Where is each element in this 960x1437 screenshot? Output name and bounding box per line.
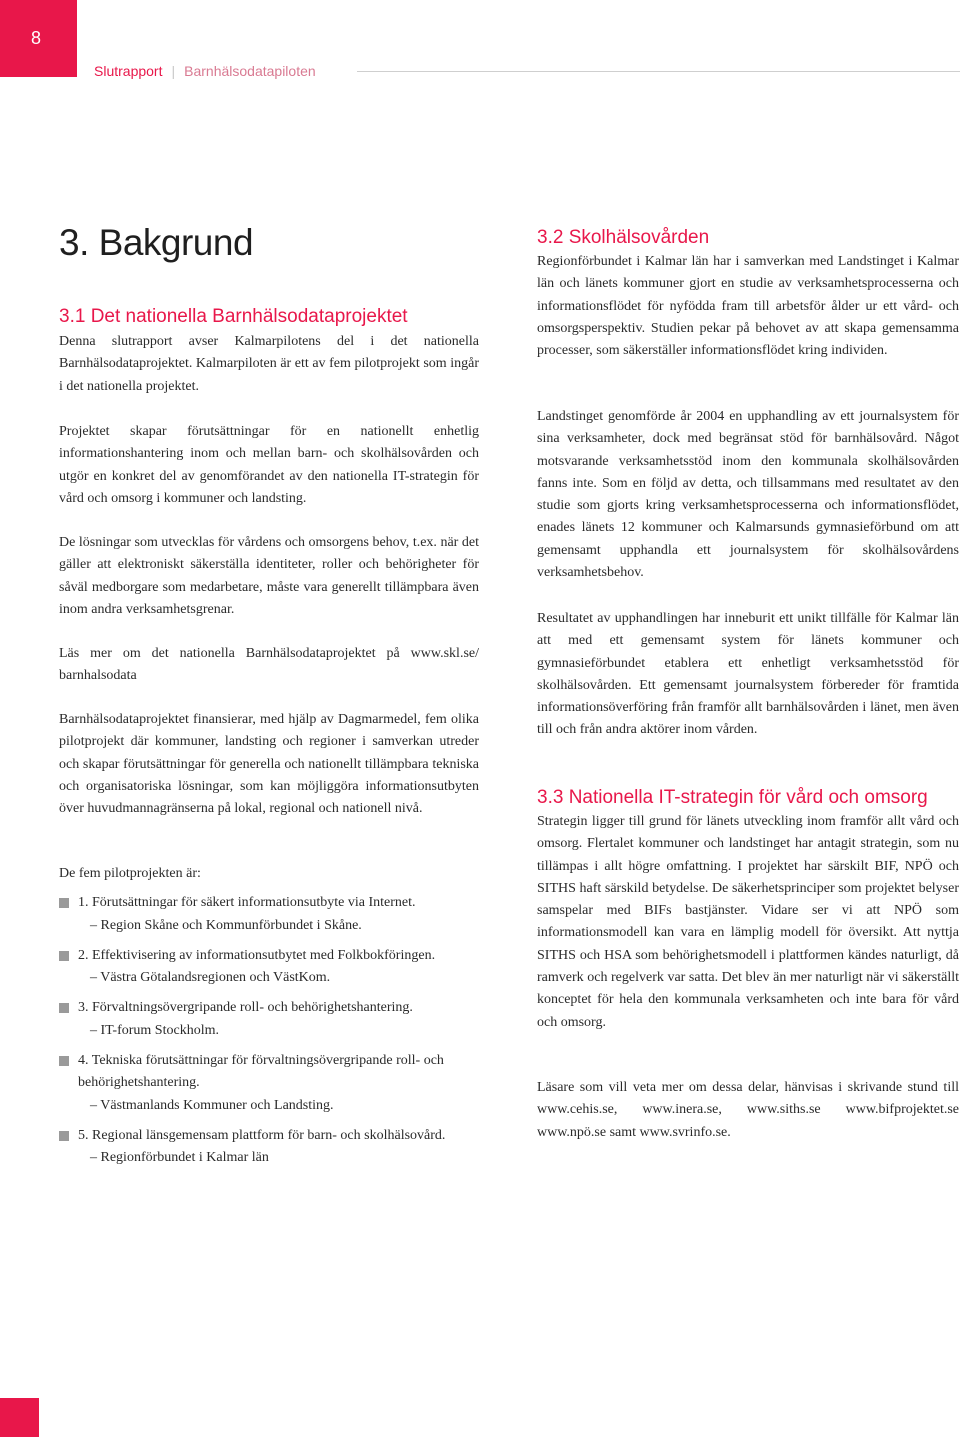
chapter-title: 3. Bakgrund [59, 222, 254, 263]
square-bullet-icon [59, 1131, 69, 1141]
pilot-organisation: – Västmanlands Kommuner och Landsting. [90, 1097, 334, 1113]
list-item [59, 1125, 479, 1170]
page-number-box [0, 0, 77, 77]
header-rule [357, 71, 960, 72]
paragraph-strategy: Strategin ligger till grund för länets utveckling inom framför allt vård och omsorg. Flertalet kommuner och landstinget har antagit strategin, som nu tillämpas i allt högre omfattning. I projektet har särskilt BIF, NPÖ och SITHS haft särskild betydelse. De säkerhetsprinciper som projektet belyser samspelar med BIFs bastjänster. Vidare ser vi att NPÖ som informationsmodell kan vara en lämplig modell för översikt. Att nyttja SITHS och HSA som behörighetsmodell i plattformen kändes naturligt, då ramverk och regelverk var satta. Det blev än mer naturligt när vi säkerställt konceptet för hela den kommunala verksamheten och inte bara för vård och omsorg. [537, 814, 959, 1030]
pilot-organisation: – IT-forum Stockholm. [90, 1022, 219, 1038]
pilot-organisation: – Regionförbundet i Kalmar län [90, 1150, 269, 1166]
paragraph-study: Regionförbundet i Kalmar län har i samverkan med Landstinget i Kalmar län och länets kommuner gjort en studie av verksamhetsprocesserna och informationsflödet för nyfödda fram till arbetsför ålder ur ett vård- och omsorgsperspektiv. Studien pekar på behovet av att skapa gemensamma processer, som säkerställer informationsflödet kring individen. [537, 254, 959, 359]
pilot-list [59, 863, 479, 1178]
pilot-title: 4. Tekniska förutsättningar för förvaltningsövergripande roll- och behörighetshantering. [78, 1053, 444, 1091]
paragraph-project: Projektet skapar förutsättningar för en nationellt enhetlig informationshantering inom och mellan barn- och skolhälsovården och utgör en konkret del av genomförandet av den nationella IT-strategin för vård och omsorg i kommuner och landsting. [59, 424, 479, 506]
pilot-title: 1. Förutsättningar för säkert informationsutbyte via Internet. [78, 895, 416, 911]
pilot-organisation: – Region Skåne och Kommunförbundet i Skåne. [90, 917, 362, 933]
pilot-title: 2. Effektivisering av informationsutbytet med Folkbokföringen. [78, 947, 436, 963]
pilot-organisation: – Västra Götalandsregionen och VästKom. [90, 970, 331, 986]
paragraph-solutions: De lösningar som utvecklas för vårdens och omsorgens behov, t.ex. när det gäller att elektroniskt säkerställa identiteter, roller och behörigheter för såväl medborgare som medarbetare, måste vara generellt tillämpbara även inom andra verksamhetsgrenar. [59, 535, 479, 617]
report-subtitle: Barnhälsodatapiloten [184, 63, 316, 79]
paragraph-result: Resultatet av upphandlingen har inneburit ett unikt tillfälle för Kalmar län att med ett gemensamt system för länets kommuner och gymnasieförbundet etablera ett enhetligt verksamhetsstöd för skolhälsovården. Ett gemensamt journalsystem förbereder för framtida informationsöverföring från framför allt barnhälsovården i länet, men även till och från andra aktörer inom vården. [537, 611, 959, 738]
pilot-list-intro: De fem pilotprojekten är: [59, 866, 201, 881]
paragraph-read-more: Läs mer om det nationella Barnhälsodataprojektet på www.skl.se/ barnhalsodata [59, 646, 479, 684]
corner-marker [0, 1398, 39, 1437]
list-item [59, 997, 479, 1042]
square-bullet-icon [59, 1003, 69, 1013]
paragraph-procurement: Landstinget genomförde år 2004 en upphandling av ett journalsystem för sina verksamheter, dock med begränsat stöd för barnhälsovård. Något motsvarande verksamhetsstöd inom den kommunala skolhälsovården fanns inte. Som en följd av detta, och tillsammans med resultatet av den studie som gjorts kring verksamhetsprocesserna och informationsflödet, enades länets 12 kommuner och Kalmarsunds gymnasieförbund om att gemensamt upphandla ett journalsystem för skolhälsovårdens verksamhetsbehov. [537, 409, 959, 581]
header-separator: | [171, 63, 176, 79]
square-bullet-icon [59, 951, 69, 961]
section-3-1-heading: 3.1 Det nationella Barnhälsodataprojektet [59, 306, 408, 327]
list-item [59, 892, 479, 937]
list-item [59, 945, 479, 990]
section-3-2-heading: 3.2 Skolhälsovården [537, 227, 710, 248]
paragraph-further-reading: Läsare som vill veta mer om dessa delar, hänvisas i skrivande stund till www.cehis.se, www.inera.se, www.siths.se www.bifprojektet.se www.npö.se samt www.svrinfo.se. [537, 1080, 959, 1140]
paragraph-financing: Barnhälsodataprojektet finansierar, med hjälp av Dagmarmedel, fem olika pilotprojekt där kommuner, landsting och regioner i samverkan utreder och skapar förutsättningar för generella och nationellt tillämpbara tekniska och organisatoriska lösningar, som kan möjliggöra informationsutbyten över huvudmannagränserna på lokal, regional och nationell nivå. [59, 712, 479, 817]
square-bullet-icon [59, 898, 69, 908]
list-item [59, 1050, 479, 1117]
section-3-3-heading: 3.3 Nationella IT-strategin för vård och omsorg [537, 787, 928, 808]
square-bullet-icon [59, 1056, 69, 1066]
page-number: 8 [31, 28, 42, 48]
report-title: Slutrapport [94, 63, 163, 79]
pilot-title: 5. Regional länsgemensam plattform för barn- och skolhälsovård. [78, 1127, 446, 1143]
paragraph-intro: Denna slutrapport avser Kalmarpilotens del i det nationella Barnhälsodataprojektet. Kalmarpiloten är ett av fem pilotprojekt som ingår i det nationella projektet. [59, 334, 479, 394]
pilot-title: 3. Förvaltningsövergripande roll- och behörighetshantering. [78, 1000, 413, 1016]
running-header [94, 63, 316, 79]
